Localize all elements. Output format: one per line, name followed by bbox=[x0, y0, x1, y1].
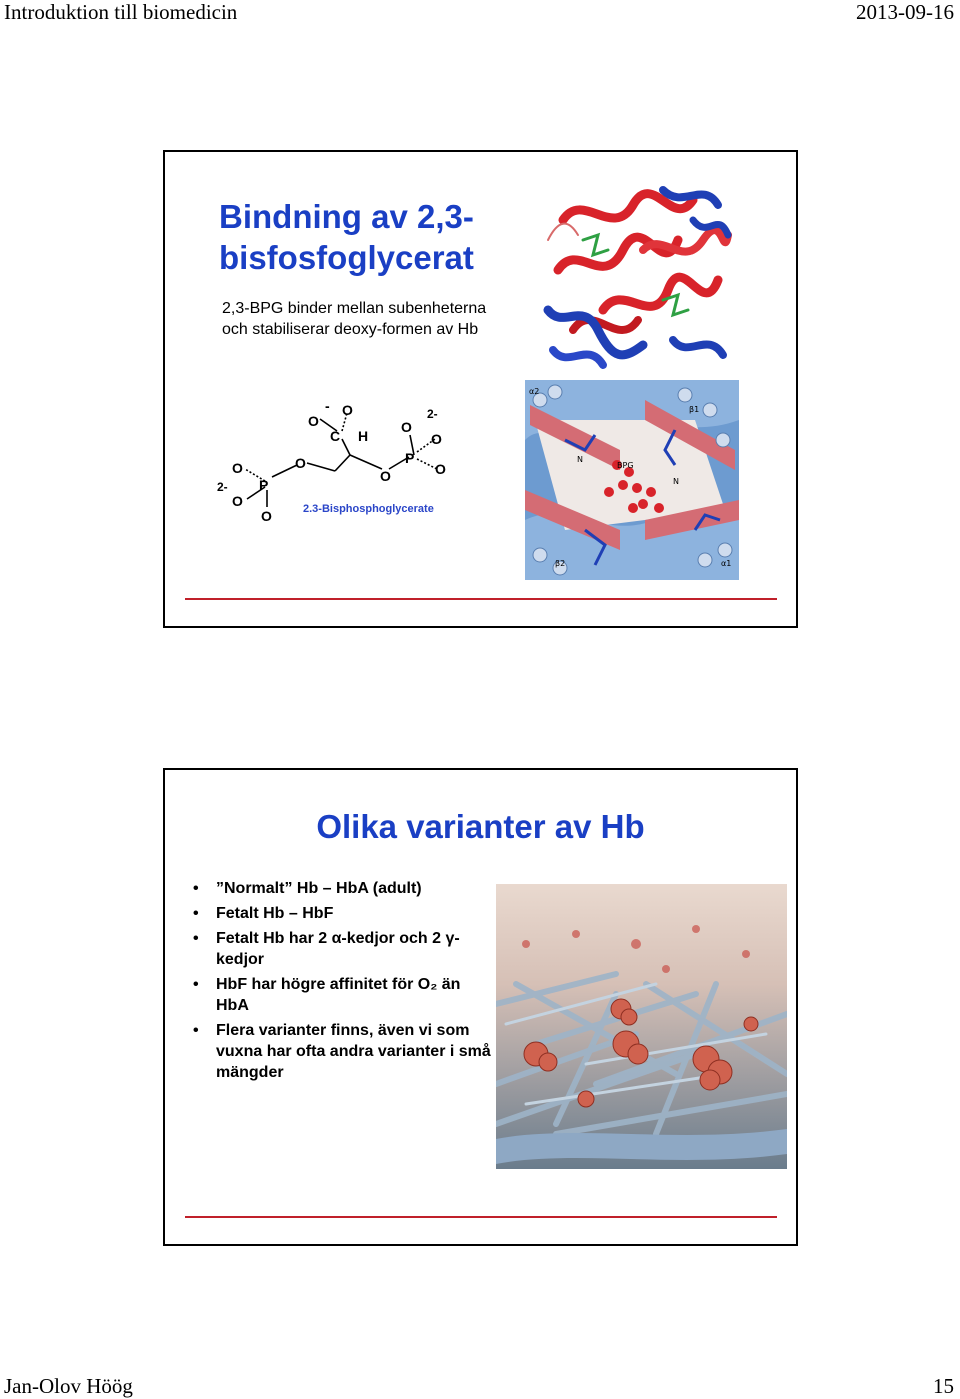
structure-caption: 2.3-Bisphosphoglycerate bbox=[303, 503, 434, 515]
atom-o: O bbox=[261, 508, 272, 524]
atom-o: O bbox=[431, 431, 442, 447]
author-name: Jan-Olov Höög bbox=[4, 1374, 133, 1398]
slide-title: Bindning av 2,3-bisfosfoglycerat bbox=[219, 198, 474, 276]
minus-charge: - bbox=[325, 398, 330, 414]
atom-h: H bbox=[358, 428, 369, 444]
slide-bpg-binding bbox=[163, 150, 798, 628]
course-title: Introduktion till biomedicin bbox=[4, 0, 238, 24]
label-alpha1: α1 bbox=[721, 559, 732, 568]
header-date: 2013-09-16 bbox=[856, 0, 954, 24]
page-number: 15 bbox=[933, 1374, 954, 1398]
label-beta2: β2 bbox=[555, 559, 566, 568]
atom-o: O bbox=[232, 493, 243, 509]
atom-o: O bbox=[342, 402, 353, 418]
bullet-item: • ”Normalt” Hb – HbA (adult) bbox=[193, 878, 493, 899]
atom-o: O bbox=[435, 461, 446, 477]
bullet-list bbox=[193, 878, 493, 1087]
slide-divider bbox=[185, 1216, 777, 1218]
label-bpg: BPG bbox=[617, 461, 634, 470]
red-blood-cell-illustration bbox=[496, 884, 787, 1169]
atom-o: O bbox=[295, 455, 306, 471]
bullet-item: • Fetalt Hb – HbF bbox=[193, 903, 493, 924]
atom-o: O bbox=[380, 468, 391, 484]
slide-divider bbox=[185, 598, 777, 600]
slide-body-text: 2,3-BPG binder mellan subenheterna och stabiliserar deoxy-formen av Hb bbox=[222, 300, 487, 338]
charge-right: 2- bbox=[427, 407, 438, 421]
atom-c: C bbox=[330, 428, 341, 444]
atom-o: O bbox=[401, 419, 412, 435]
slide-hb-variants bbox=[163, 768, 798, 1246]
label-n-terminal: N bbox=[673, 477, 679, 486]
label-beta1: β1 bbox=[689, 405, 700, 414]
charge-left: 2- bbox=[217, 480, 228, 494]
atom-p: P bbox=[259, 477, 269, 493]
bullet-item: • Flera varianter finns, även vi som vuxna har ofta andra varianter i små mängder bbox=[193, 1020, 493, 1083]
bullet-item: • Fetalt Hb har 2 α-kedjor och 2 γ-kedjor bbox=[193, 928, 493, 970]
bpg-binding-pocket-image bbox=[525, 380, 739, 580]
label-n-terminal: N bbox=[577, 455, 583, 464]
slide-title: Olika varianter av Hb bbox=[316, 808, 645, 845]
bpg-chemical-structure bbox=[217, 397, 467, 532]
atom-p: P bbox=[405, 450, 415, 466]
label-alpha2: α2 bbox=[529, 387, 540, 396]
hemoglobin-structure-image bbox=[543, 180, 733, 376]
atom-o: O bbox=[308, 413, 319, 429]
bullet-item: • HbF har högre affinitet för O₂ än HbA bbox=[193, 974, 493, 1016]
atom-o: O bbox=[232, 460, 243, 476]
